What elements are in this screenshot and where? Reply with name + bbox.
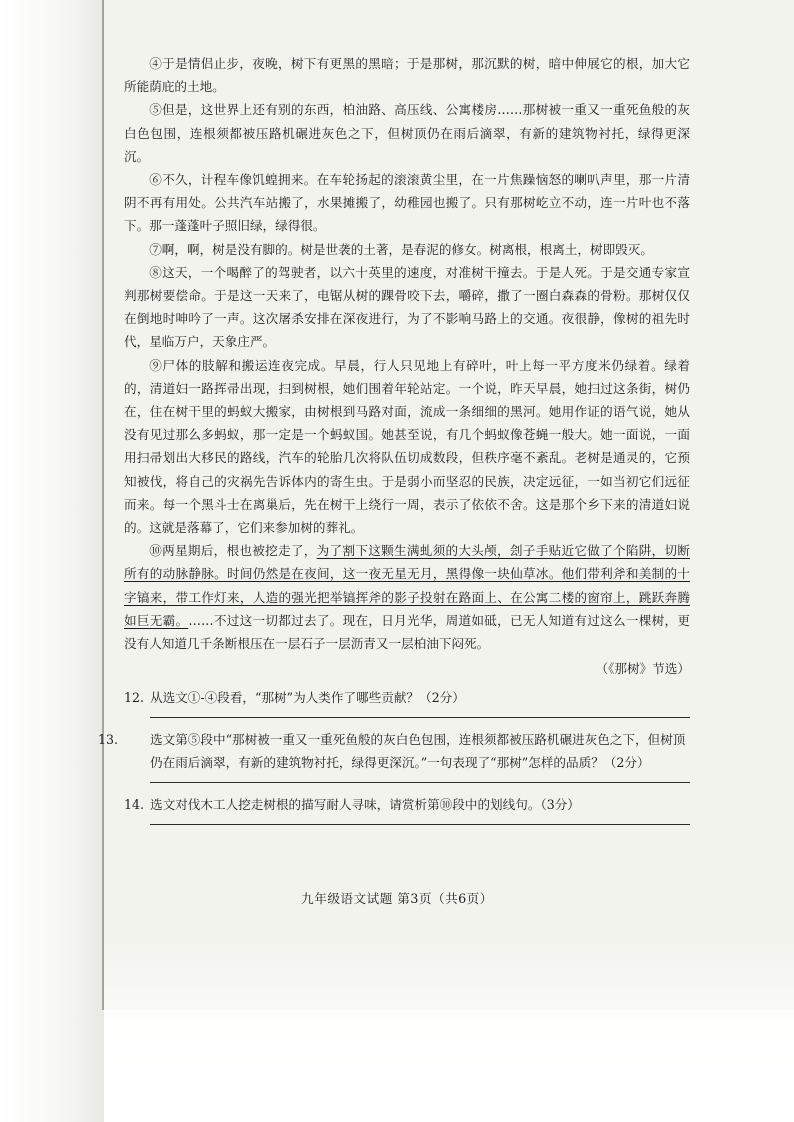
paragraph-8: ⑧这天，一个喝醉了的驾驶者，以六十英里的速度，对准树干撞去。于是人死。于是交通专家宣判那树要偿命。于是这一天来了，电锯从树的踝骨咬下去，嚼碎，撒了一圈白森森的骨粉。那树仅仅在倒地时呻吟了一声。这次屠杀安排在深夜进行，为了不影响马路上的交通。夜很静，像树的祖先时代，星临万户，天象庄严。 (124, 264, 690, 350)
page-footer: 九年级语文试题 第3页（共6页） (301, 891, 493, 906)
paragraph-4: ④于是情侣止步，夜晚，树下有更黑的黑暗；于是那树，那沉默的树，暗中伸展它的根，加大它所能荫庇的土地。 (124, 56, 690, 95)
question-14-text: 选文对伐木工人挖走树根的描写耐人寻味，请赏析第⑩段中的划线句。（3分） (150, 797, 580, 813)
paragraph-5: ⑤但是，这世界上还有别的东西，柏油路、高压线、公寓楼房……那树被一重又一重死鱼般的灰白色包围，连根须都被压路机碾进灰色之下，但树顶仍在雨后滴翠，有新的建筑物衬托，绿得更深沉。 (124, 102, 690, 164)
question-12 (124, 686, 690, 709)
answer-line-14[interactable] (150, 824, 690, 825)
page-edge-line (102, 0, 104, 1010)
paragraph-10-intro: ⑩两星期后，根也被挖走了， (149, 543, 317, 559)
question-13-number: 13. (98, 732, 119, 748)
question-14 (124, 793, 690, 816)
paragraph-9: ⑨尸体的肢解和搬运连夜完成。早晨，行人只见地上有碎叶，叶上每一平方度米仍绿着。绿着的，清道妇一路挥帚出现，扫到树根，她们围着年轮站定。一个说，昨天早晨，她扫过这条街，树仍在，住在树干里的蚂蚁大搬家，由树根到马路对面，流成一条细细的黑河。她用作证的语气说，她从没有见过那么多蚂蚁，那一定是一个蚂蚁国。她甚至说，有几个蚂蚁像苍蝇一般大。她一面说，一面用扫帚划出大移民的路线，汽车的轮胎几次将队伍切成数段，但秩序毫不紊乱。老树是通灵的，它预知被伐，将自己的灾祸先告诉体内的寄生虫。于是弱小而坚忍的民族，决定远征，一如当初它们远征而来。每一个黑斗士在离巢后，先在树干上绕行一周，表示了依依不舍。这是那个乡下来的清道妇说的。这就是落幕了，它们来参加树的葬礼。 (124, 357, 690, 536)
scan-margin (0, 0, 104, 1122)
paragraph-6: ⑥不久，计程车像饥蝗拥来。在车轮扬起的滚滚黄尘里，在一片焦躁恼怒的喇叭声里，那一片清阴不再有用处。公共汽车站搬了，水果摊搬了，幼稚园也搬了。只有那树屹立不动，连一片叶也不落下。那一蓬蓬叶子照旧绿，绿得很。 (124, 172, 690, 234)
question-13 (98, 728, 690, 774)
answer-line-13[interactable] (150, 782, 690, 783)
question-14-number: 14. (124, 797, 145, 813)
question-12-number: 12. (124, 690, 145, 706)
paragraph-10-ending: ……不过这一切都过去了。现在，日月光华，周道如砥，已无人知道有过这么一棵树，更没有人知道几千条断根压在一层石子一层沥青又一层柏油下闷死。 (124, 612, 691, 652)
paragraph-10 (124, 539, 690, 655)
question-13-text: 选文第⑤段中“那树被一重又一重死鱼般的灰白色包围，连根须都被压路机碾进灰色之下，但树顶仍在雨后滴翠，有新的建筑物衬托，绿得更深沉。”一句表现了“那树”怎样的品质？（2分） (150, 732, 686, 771)
question-12-text: 从选文①-④段看，“那树”为人类作了哪些贡献？（2分） (150, 690, 465, 706)
paragraph-10-underlined-sentence: 为了割下这颗生满虬须的大头颅，刽子手贴近它做了个陷阱，切断所有的动脉静脉。时间仍然是在夜间，这一夜无星无月，黑得像一块仙草冰。他们带利斧和美制的十字镐来，带工作灯来，人造的强光把举镐挥斧的影子投射在路面上、在公寓二楼的窗帘上，跳跃奔腾如巨无霸。 (124, 543, 691, 628)
paragraph-7: ⑦啊，啊，树是没有脚的。树是世袭的土著，是春泥的修女。树离根，根离土，树即毁灭。 (149, 241, 653, 257)
passage-source: （《那树》节选） (595, 661, 690, 677)
passage-content (98, 52, 691, 835)
answer-line-12[interactable] (150, 717, 690, 718)
scan-bottom-fade (104, 940, 794, 1122)
